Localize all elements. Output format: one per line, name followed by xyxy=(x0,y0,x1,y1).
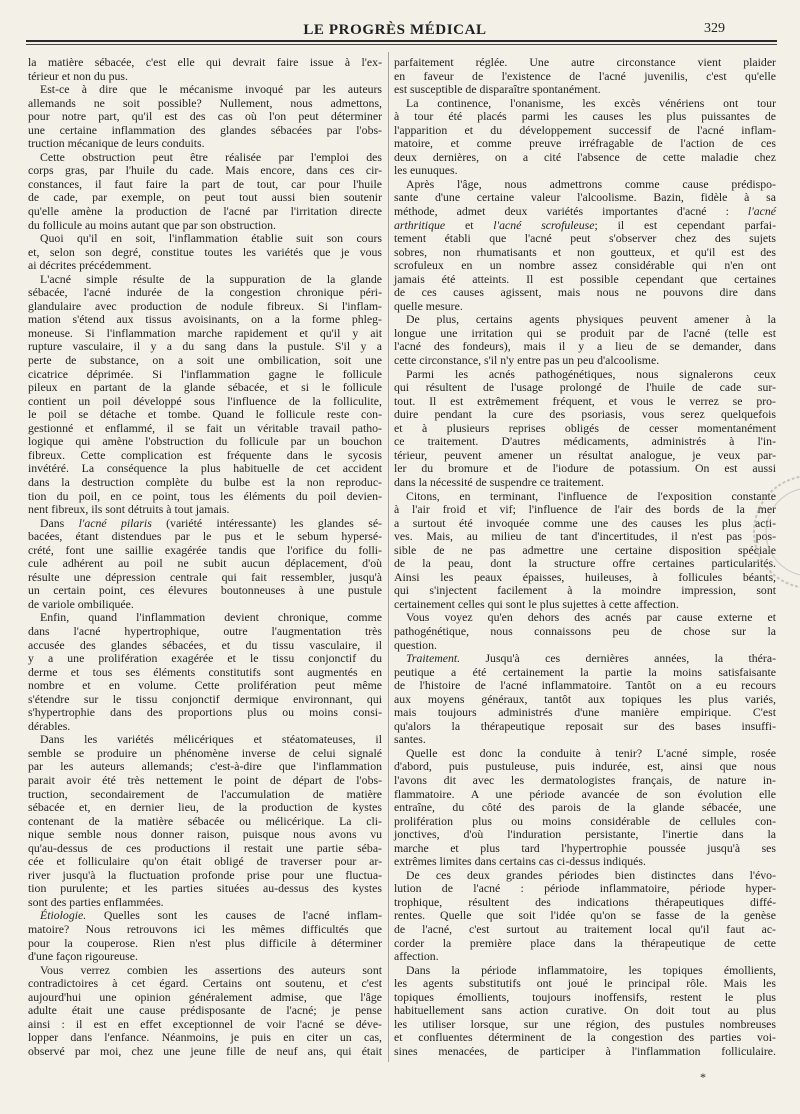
text-run: Jusqu'à ces dernières années, la théra- xyxy=(460,651,776,666)
text-line: de cade, par exemple, on peut tout aussi bien soutenir xyxy=(28,190,382,205)
text-line: à tour été placés parmi les causes les plus puissantes de xyxy=(394,109,776,124)
text-line: lopper dans l'enfance. Néanmoins, je puis en citer un cas, xyxy=(28,1030,382,1045)
text-line: le poil se détache et tombe. Quand le follicule reste con- xyxy=(28,407,382,422)
text-line: résulte une dépression centrale qui fait ressembler, jusqu'à xyxy=(28,569,382,584)
italic-text-run: l'acné scrofuleuse xyxy=(493,217,595,232)
text-line: a surtout été invoquée comme une des causes les plus acti- xyxy=(394,515,776,530)
text-line: et confluentes déterminent de la congestion des parties voi- xyxy=(394,1030,776,1045)
text-line: invétéré. La conséquence la plus habituelle de cet accident xyxy=(28,461,382,476)
italic-text-run: l'acné pilaris xyxy=(78,515,152,530)
paragraph xyxy=(394,490,776,612)
text-line: Cette obstruction peut être réalisée par l'emploi des xyxy=(40,149,382,164)
text-line: jamais été atteints. Il est possible cependant que certaines xyxy=(394,271,776,286)
text-line: ves. Mais, au milieu de tant d'incertitudes, il n'est pas pos- xyxy=(394,529,776,544)
text-line: Dans la période inflammatoire, les topiques émollients, xyxy=(406,962,776,977)
text-line: de variole ombiliquée. xyxy=(28,596,134,611)
text-line: entraîne, du côté des parois de la glande sébacée, une xyxy=(394,800,776,815)
text-line: par les auteurs allemands; c'est-à-dire que l'inflammation xyxy=(28,759,382,774)
text-line: contient un poil développé sous l'influence de la folliculite, xyxy=(28,393,382,408)
text-line: cée et folliculaire qu'on était obligé de traverser pour ar- xyxy=(28,854,382,869)
paragraph xyxy=(394,652,776,747)
text-line: de la peau, dont la structure offre certaines particularités. xyxy=(394,556,776,571)
text-line: du follicule au moins autant que par son obstruction. xyxy=(28,217,277,232)
paragraph xyxy=(394,368,776,490)
text-line: aujourd'hui une opinion généralement admise, que l'âge xyxy=(28,989,382,1004)
text-line: nent fibreux, ils sont détruits à tout jamais. xyxy=(28,502,230,517)
text-line: tement établi que l'acné peut s'observer chez des sujets xyxy=(394,231,776,246)
text-line: de l'acné, c'est surtout au traitement local qu'il faut ac- xyxy=(394,922,776,936)
italic-text-run: Traitement. xyxy=(406,651,461,666)
text-line: perte de substance, on a soit une ombilication, soit une xyxy=(28,353,382,368)
text-line: Est-ce à dire que le mécanisme invoqué par les auteurs xyxy=(40,82,382,97)
text-line: scrofuleux en un nombre assez considérable qui n'en ont xyxy=(394,258,776,273)
text-line: corps gras, par l'huile du cade. Mais encore, dans ces cir- xyxy=(28,163,382,178)
text-line: adulte était une cause prédisposante de l'acné; je pense xyxy=(28,1003,382,1018)
paragraph xyxy=(28,909,382,963)
text-line: Quelle est donc la conduite à tenir? L'acné simple, rosée xyxy=(406,745,776,760)
text-line: sante d'une certaine valeur l'alcoolisme. Bazin, fidèle à sa xyxy=(394,190,776,205)
text-line: De ces deux grandes périodes bien distinctes dans l'évo- xyxy=(406,867,776,882)
text-line: pour la couperose. Rien n'est plus difficile à déterminer xyxy=(28,935,382,950)
text-line: térieur, peuvent amener un résultat analogue, je veux par- xyxy=(394,447,776,462)
text-line: quelle mesure. xyxy=(394,298,463,313)
text-line: mation s'étend aux tissus avoisinants, on a la forme phleg- xyxy=(28,312,382,327)
text-line: les utiliser lorsque, sur une région, des pustules nombreuses xyxy=(394,1016,776,1031)
text-line: pathogénétique, nous connaissons peu de chose sur la xyxy=(394,623,776,638)
text-run: Dans xyxy=(40,515,79,530)
text-line xyxy=(28,909,382,923)
text-line: matoire? Nous retrouvons ici les mêmes difficultés que xyxy=(28,922,382,936)
text-line: Parmi les acnés pathogénétiques, nous signalerons ceux xyxy=(406,366,776,381)
paragraph xyxy=(394,313,776,367)
text-line: derme et tous ses éléments constitutifs sont augmentés en xyxy=(28,664,382,679)
right-column xyxy=(394,56,776,1058)
text-line: La continence, l'onanisme, les excès vénériens ont tour xyxy=(406,95,776,110)
text-line: Après l'âge, nous admettrons comme cause prédispo- xyxy=(406,176,776,191)
text-line: dans la nécessité de suspendre ce traitement. xyxy=(394,474,604,489)
text-line: parait avoir été très nettement le point de départ de l'obs- xyxy=(28,772,382,787)
paragraph xyxy=(394,97,776,178)
text-line: et à plusieurs reprises obligés de cesser momentanément xyxy=(394,420,776,435)
text-line: duire pendant la cure des psoriasis, vous serez quelquefois xyxy=(394,407,776,422)
left-column xyxy=(28,56,382,1058)
text-line: jonctives, d'où l'induration persistante, l'inertie dans la xyxy=(394,827,776,842)
text-run: et xyxy=(445,217,494,232)
column-divider xyxy=(388,52,389,1062)
header-rule-thick xyxy=(26,40,777,42)
text-line: Vous voyez qu'en dehors des acnés par cause externe et xyxy=(406,610,776,625)
text-line: un certain point, ces élevures boutonneuses à une pustule xyxy=(28,583,382,598)
end-mark: * xyxy=(700,1070,706,1084)
text-line: flammatoire. A une période avancée de son évolution elle xyxy=(394,786,776,801)
italic-text-run: Étiologie. xyxy=(40,908,87,923)
text-line: observé par moi, chez une jeune fille de neuf ans, qui était xyxy=(28,1043,382,1058)
text-line: mais toujours administrés d'une manière empirique. C'est xyxy=(394,705,776,720)
text-line: pour notre part, qu'il est des cas où l'on peut déterminer xyxy=(28,109,382,124)
text-line: tout. Il est extrêmement fréquent, et vous le verrez se pro- xyxy=(394,393,776,408)
text-line: ainsi : il est en effet exceptionnel de voir l'acné se déve- xyxy=(28,1016,382,1031)
text-line: en faveur de l'existence de l'acné juvenilis, c'est qu'elle xyxy=(394,68,776,83)
text-line: gestionné et enflammé, il se fait un véritable travail patho- xyxy=(28,420,382,435)
text-line: prolifération plus ou moins considérable de cellules con- xyxy=(394,813,776,828)
italic-text-run: l'acné xyxy=(747,204,776,219)
paragraph xyxy=(28,56,382,83)
text-line: sines menacées, de participer à l'inflammation folliculaire. xyxy=(394,1043,776,1058)
text-line: contenant de la matière sébacée ou mélicérique. La cli- xyxy=(28,813,382,828)
text-line: térieur et non du pus. xyxy=(28,68,128,83)
text-line: Vous verrez combien les assertions des auteurs sont xyxy=(40,962,382,977)
text-line: aux moyens généraux, tantôt aux topiques les plus variés, xyxy=(394,691,776,706)
text-line: bacées, étant distendues par le pus et le sebum hypersé- xyxy=(28,529,382,544)
text-line: topiques émollients, toujours inoffensifs, restent le plus xyxy=(394,989,776,1004)
text-line: moneuse. Si l'inflammation marche rapidement et qu'il y ait xyxy=(28,325,382,340)
text-run: (variété intéressante) les glandes sé- xyxy=(151,515,382,530)
text-line: affection. xyxy=(394,949,439,964)
text-line: rentes. Quelle que soit l'idée qu'on se fasse de la genèse xyxy=(394,908,776,923)
paragraph xyxy=(28,232,382,273)
text-line: qu'elle amène la production de l'acné par l'irritation directe xyxy=(28,204,382,219)
text-line: de l'histoire de l'acné inflammatoire. Tantôt on a eu recours xyxy=(394,678,776,693)
text-line: y a une prolifération exagérée et le tissu conjonctif du xyxy=(28,651,382,666)
text-line: Citons, en terminant, l'influence de l'exposition constante xyxy=(406,488,776,503)
text-line: santes. xyxy=(394,732,426,747)
text-line: nombre et en volume. Cette prolifération peut même xyxy=(28,678,382,693)
text-line: truction, secondairement de l'accumulation de matière xyxy=(28,786,382,801)
text-line: rupture vasculaire, il y a du sang dans la pustule. S'il y a xyxy=(28,339,382,354)
paragraph xyxy=(28,733,382,909)
text-line: longue une irritation qui se produit par de l'acné (telle est xyxy=(394,325,776,340)
text-line: sible de ne pas admettre une certaine disposition spéciale xyxy=(394,542,776,557)
text-line: semble se produire un phénomène inverse de celui signalé xyxy=(28,745,382,760)
text-line: de ces causes agissent, mais nous ne pouvons dire dans xyxy=(394,285,776,300)
text-line: l'apparition et du développement successif de l'acné inflam- xyxy=(394,122,776,137)
text-line: s'hypertrophie dans des proportions plus ou moins consi- xyxy=(28,705,382,720)
header-rule-thin xyxy=(26,44,777,45)
text-line: truction mécanique de leurs conduits. xyxy=(28,136,205,151)
text-line: dérables. xyxy=(28,718,71,733)
paragraph xyxy=(28,611,382,733)
text-line: certainement celles qui sont le plus sujettes à cette affection. xyxy=(394,596,679,611)
text-line: qui résultent de l'usage prolongé de l'huile de cade sur- xyxy=(394,380,776,395)
text-line: tion du poil, en ce point, tous les éléments du poil devien- xyxy=(28,488,382,503)
text-line: l'acné des fondeurs), mais il y a lieu de se demander, dans xyxy=(394,339,776,354)
text-line: qu'au-dessus de ces productions il restait une partie séba- xyxy=(28,840,382,855)
text-line: fibreux. Cette complication est fréquente dans le sycosis xyxy=(28,447,382,462)
text-line: les agents substitutifs ont joué le principal rôle. Mais les xyxy=(394,976,776,991)
text-line: peutique a été certainement la partie la moins satisfaisante xyxy=(394,664,776,679)
text-line: De plus, certains agents physiques peuvent amener à la xyxy=(406,312,776,327)
text-line: les eunuques. xyxy=(394,163,458,178)
text-line: qu'alors la thérapeutique reposait sur des bases insuffi- xyxy=(394,718,776,733)
library-stamp-icon xyxy=(748,462,800,602)
paragraph xyxy=(28,151,382,232)
text-line: L'acné simple résulte de la suppuration de la glande xyxy=(40,271,382,286)
text-line xyxy=(394,219,776,233)
paragraph xyxy=(394,611,776,652)
text-line: question. xyxy=(394,637,437,652)
text-line xyxy=(394,205,776,219)
paragraph xyxy=(394,747,776,869)
text-line: constances, il faut faire la part de tout, car pour l'huile xyxy=(28,176,382,191)
text-line xyxy=(394,652,776,666)
italic-text-run: arthritique xyxy=(394,217,446,232)
text-line: s'étendre sur le tissu conjonctif dermique environnant, qui xyxy=(28,691,382,706)
text-line: river jusqu'à la fluctuation profonde prise pour une fluctua- xyxy=(28,867,382,882)
text-run: méthode, admet deux variétés importantes d'acné : xyxy=(394,204,748,219)
text-line: cule adhérent au poil ne subit aucun déplacement, d'où xyxy=(28,556,382,571)
text-line: ler du bromure et de l'iodure de potassium. On est aussi xyxy=(394,461,776,476)
text-line: pileux en partant de la glande sébacée, et si le follicule xyxy=(28,380,382,395)
text-line: cette circonstance, s'il n'y entre pas un peu d'alcoolisme. xyxy=(394,353,660,368)
page-number: 329 xyxy=(704,21,725,36)
text-line: est susceptible de disparaître spontanément. xyxy=(394,82,601,97)
paragraph xyxy=(28,517,382,612)
text-line: une certaine inflammation des glandes sébacées par l'obs- xyxy=(28,122,382,137)
text-line: extrêmes limites dans certains cas ci-dessus indiqués. xyxy=(394,854,646,869)
text-line: sobres, non rhumatisants et non goutteux, et qu'il est des xyxy=(394,244,776,259)
text-line: qui s'injectent facilement à la moindre impression, sont xyxy=(394,583,776,598)
text-line: dans l'acné hypertrophique, outre l'augmentation très xyxy=(28,623,382,638)
paragraph xyxy=(394,56,776,97)
text-line: ce traitement. D'autres médicaments, administrés à l'in- xyxy=(394,434,776,449)
text-line: ai décrites précédemment. xyxy=(28,258,152,273)
text-line: logique qui amène l'obstruction du follicule par un bouchon xyxy=(28,434,382,449)
text-line: Quoi qu'il en soit, l'inflammation établie suit son cours xyxy=(40,231,382,246)
text-line: la matière sébacée, c'est elle qui devrait faire issue à l'ex- xyxy=(28,55,382,69)
text-line: matoire, et comme preuve irréfragable de l'action de ces xyxy=(394,136,776,151)
text-line: d'abord, puis pustuleuse, puis indurée, est, ainsi que nous xyxy=(394,759,776,774)
paragraph xyxy=(28,964,382,1059)
text-line: sébacée, l'acné indurée de la congestion chronique péri- xyxy=(28,285,382,300)
text-line: dans la destruction complète du bulbe est la non reproduc- xyxy=(28,474,382,489)
text-line: sébacée et, en dernier lieu, de la production de kystes xyxy=(28,800,382,815)
text-line: marche et plus tard l'hypertrophie poussée jusqu'à ses xyxy=(394,840,776,855)
paragraph xyxy=(28,83,382,151)
text-line: Ainsi les peaux épaisses, huileuses, à follicules béants, xyxy=(394,569,776,584)
text-line: deux dernières, on a cité l'absence de cette maladie chez xyxy=(394,149,776,164)
paragraph xyxy=(394,869,776,964)
text-line: sont des parties enflammées. xyxy=(28,894,164,909)
text-line: habituellement sans action curative. On doit tout au plus xyxy=(394,1003,776,1018)
journal-title: LE PROGRÈS MÉDICAL xyxy=(303,22,487,38)
text-line: Dans les variétés mélicériques et stéatomateuses, il xyxy=(40,732,382,747)
text-line: glandulaire avec production de nodule fibreux. Si l'inflam- xyxy=(28,298,382,313)
text-line: cicatrice déprimée. Si l'inflammation gagne le follicule xyxy=(28,366,382,381)
text-line: trophique, résultent des indications thérapeutiques diffé- xyxy=(394,894,776,909)
text-line: nique semble nous donner raison, puisque nous avons vu xyxy=(28,827,382,842)
paragraph xyxy=(394,964,776,1059)
text-line: contradictoires à cet égard. Certains ont soutenu, et c'est xyxy=(28,976,382,991)
text-line: corder la première place dans la thérapeutique de cette xyxy=(394,935,776,950)
text-line: d'une façon rigoureuse. xyxy=(28,949,138,964)
text-line: l'avons dit avec les dermatologistes français, de nature in- xyxy=(394,772,776,787)
text-line: parfaitement réglée. Une autre circonstance vient plaider xyxy=(394,55,776,69)
text-run: Quelles sont les causes de l'acné inflam- xyxy=(86,908,382,923)
paragraph xyxy=(28,273,382,517)
text-run: ; il est cependant parfai- xyxy=(594,217,777,232)
paragraph xyxy=(394,178,776,313)
text-line: crété, font une saillie exagérée tandis que l'orifice du folli- xyxy=(28,542,382,557)
text-line: et, selon son degré, constitue toutes les variétés que je vous xyxy=(28,244,382,259)
text-line xyxy=(28,517,382,531)
text-line: Enfin, quand l'inflammation devient chronique, comme xyxy=(40,610,382,625)
text-line: accusée des glandes sébacées, et du tissu vasculaire, il xyxy=(28,637,382,652)
text-line: allemands ne soit possible? Nullement, nous admettons, xyxy=(28,95,382,110)
text-line: tion purulente; et les parties situées au-dessus des kystes xyxy=(28,881,382,896)
text-line: à l'air froid et vif; l'influence de l'air des bords de la mer xyxy=(394,502,776,517)
text-line: lution de l'acné : période inflammatoire, période hyper- xyxy=(394,881,776,896)
